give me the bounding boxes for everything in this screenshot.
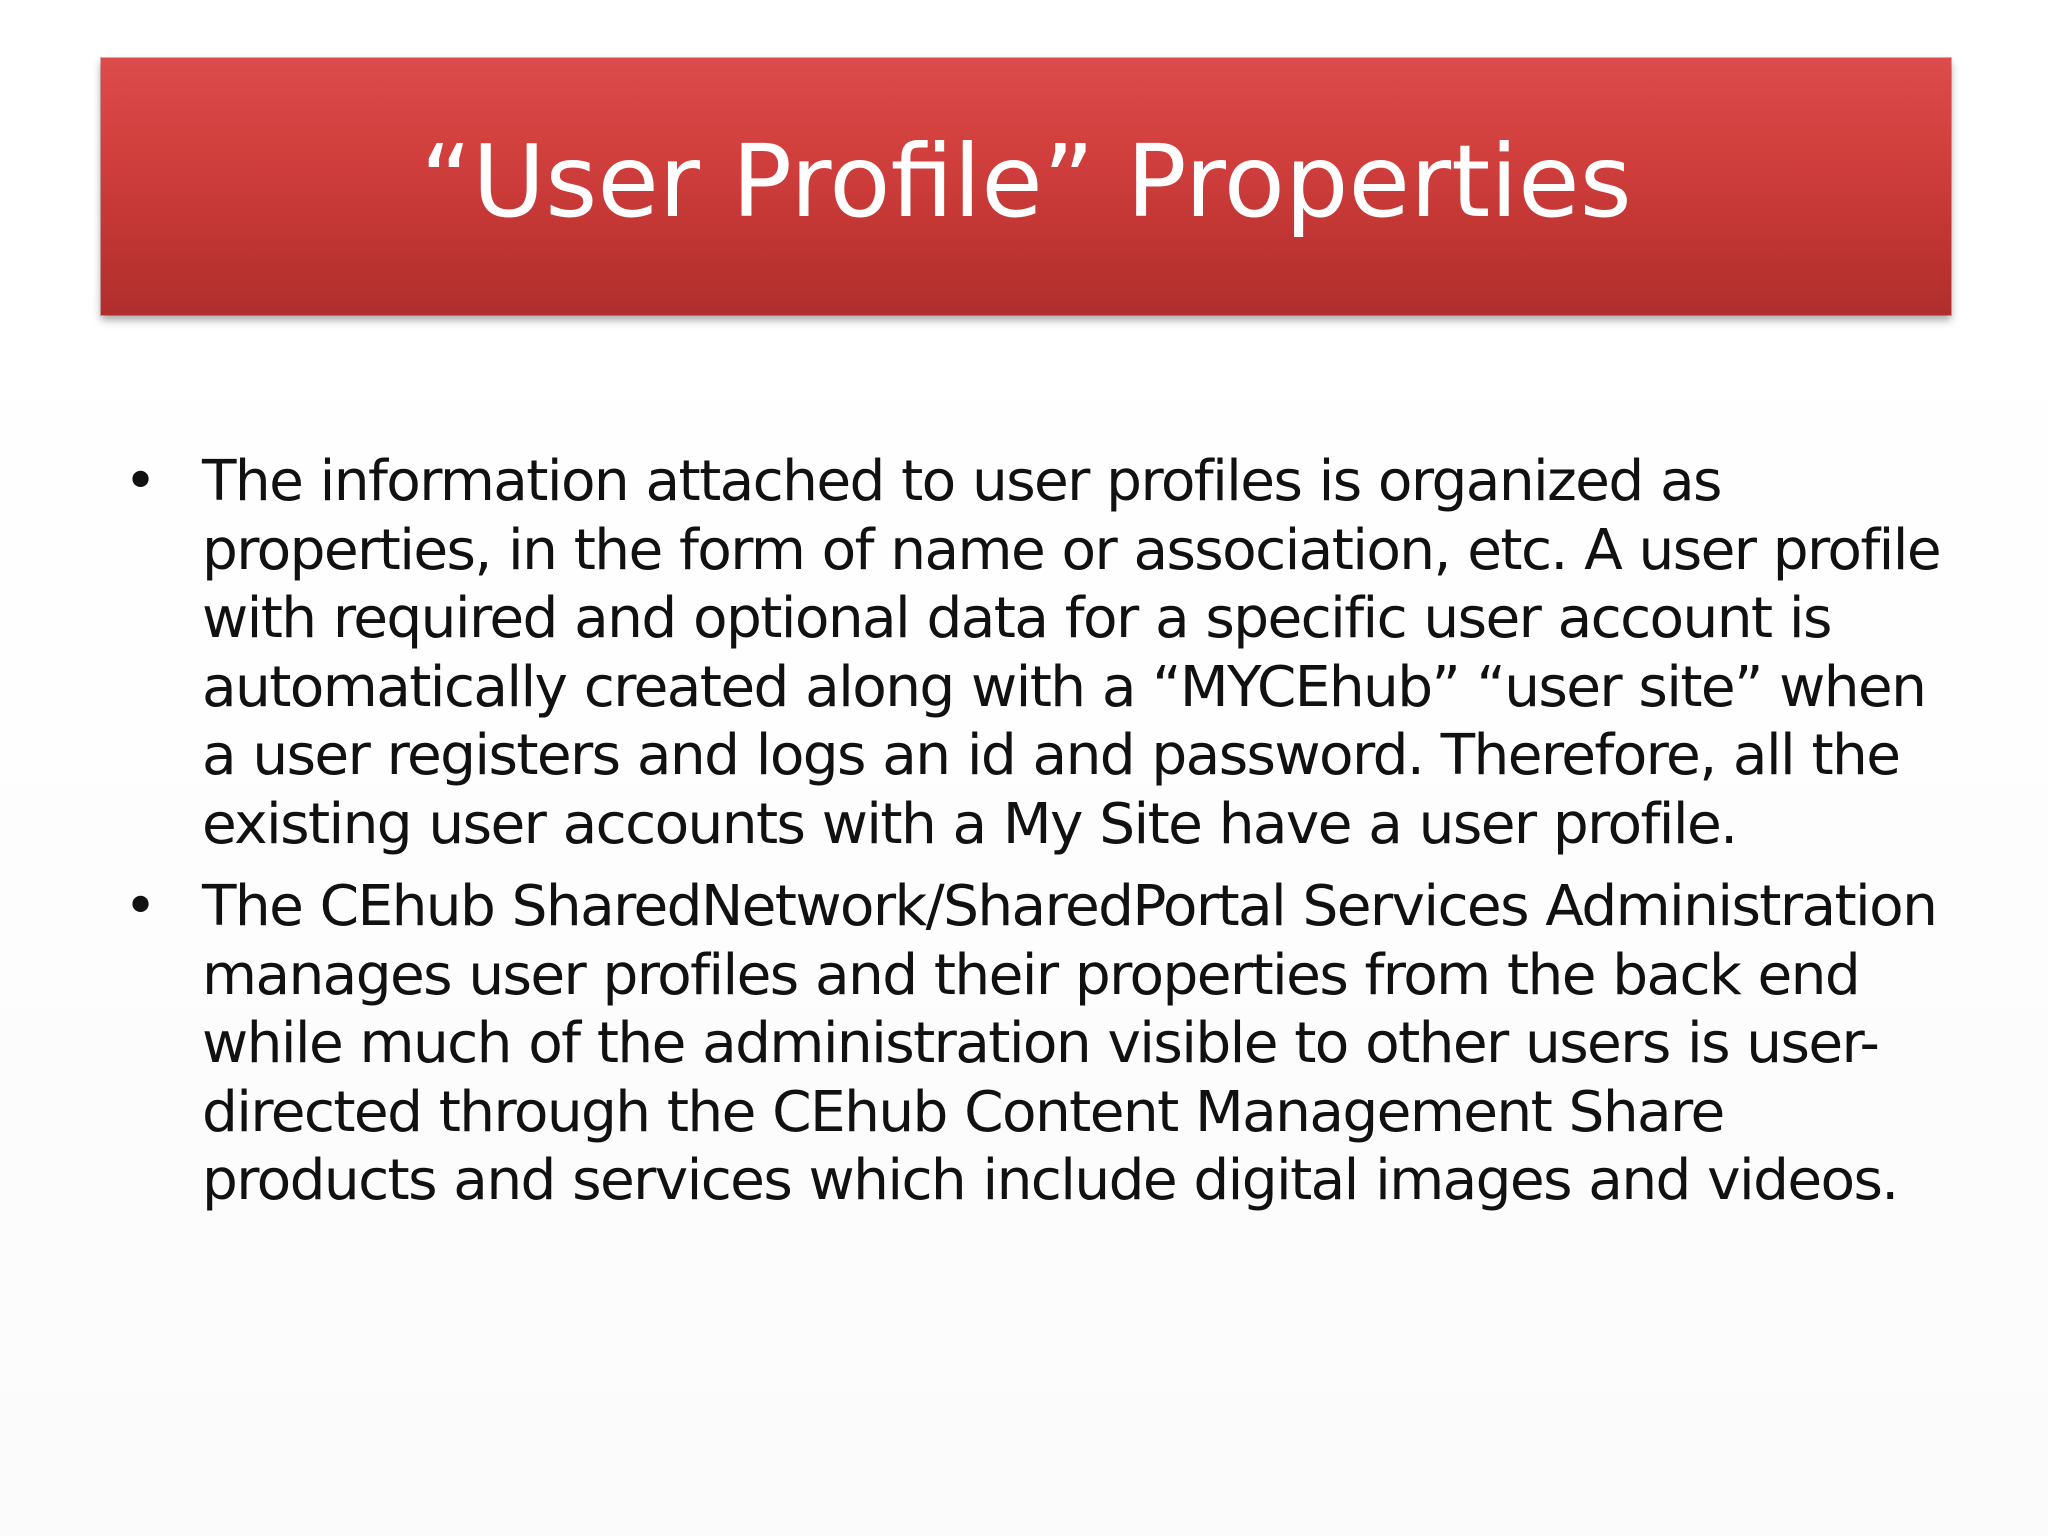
bullet-text: The information attached to user profiles is organized as properties, in the form of name or association, etc. A user profile with required and optional data for a specific user account is automatically created along with a “MYCEhub” “user site” when a user registers and logs an id and password. Therefore, all the existing user accounts with a My Site have a user profile. <box>202 449 1941 857</box>
title-bar <box>101 58 1951 315</box>
slide-title: “User Profile” Properties <box>420 123 1632 240</box>
list-item <box>120 873 1937 1216</box>
bullet-icon: • <box>124 449 158 514</box>
list-item <box>120 448 1941 859</box>
bullet-list <box>120 448 1941 1230</box>
bullet-text: The CEhub SharedNetwork/SharedPortal Services Administration manages user profiles and their properties from the back end while much of the administration visible to other users is user-directed through the CEhub Content Management Share products and services which include digital images and videos. <box>202 874 1937 1213</box>
bullet-icon: • <box>124 874 158 939</box>
